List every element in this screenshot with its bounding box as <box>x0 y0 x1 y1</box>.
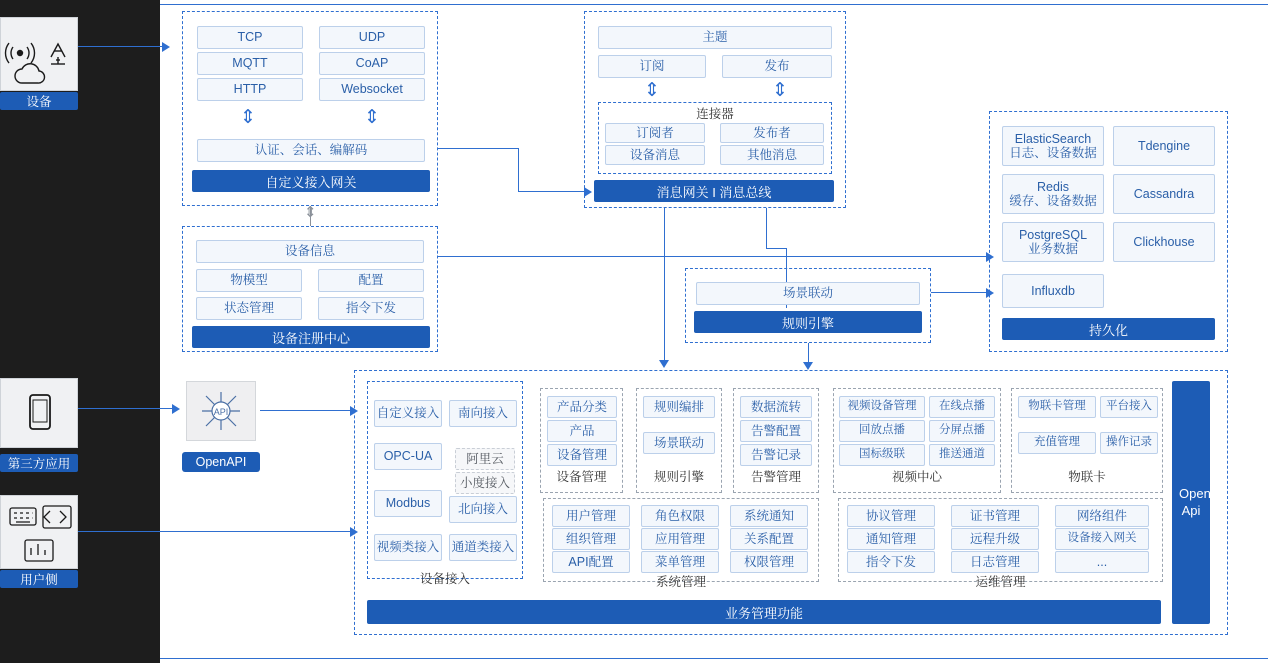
cell-permission-manage[interactable]: 权限管理 <box>730 551 808 573</box>
cell-platform-access[interactable]: 平台接入 <box>1100 396 1158 418</box>
connector-label: 连接器 <box>696 107 734 121</box>
cell-notice-manage[interactable]: 通知管理 <box>847 528 935 550</box>
caption-iot-card: 物联卡 <box>1068 470 1106 484</box>
protocol-http[interactable]: HTTP <box>197 78 303 101</box>
third-party-tile <box>0 378 78 448</box>
cell-menu-manage[interactable]: 菜单管理 <box>641 551 719 573</box>
connector-device-message[interactable]: 设备消息 <box>605 145 705 165</box>
cell-split-screen[interactable]: 分屏点播 <box>929 420 995 442</box>
device-icons <box>1 18 79 92</box>
cell-north-access[interactable]: 北向接入 <box>449 496 517 523</box>
line-userside-to-business <box>78 531 350 532</box>
connector-publisher[interactable]: 发布者 <box>720 123 824 143</box>
double-arrow-gateway-registry: ⇕ <box>304 204 317 221</box>
cell-video-device-manage[interactable]: 视频设备管理 <box>839 396 925 418</box>
cell-network-component[interactable]: 网络组件 <box>1055 505 1149 527</box>
arrow-bus-to-business <box>659 360 669 368</box>
persistence-name: Redis <box>1037 179 1069 194</box>
registry-title: 设备注册中心 <box>192 326 430 348</box>
caption-device-manage: 设备管理 <box>556 470 607 484</box>
cell-operation-record[interactable]: 操作记录 <box>1100 432 1158 454</box>
cell-command-dispatch[interactable]: 指令下发 <box>847 551 935 573</box>
line-rule-to-persistence <box>931 292 988 293</box>
line-openapi-to-business <box>260 410 350 411</box>
scene-linkage-cell[interactable]: 场景联动 <box>696 282 920 305</box>
line-registry-to-persistence <box>438 256 988 257</box>
line-device-to-gateway <box>78 46 162 47</box>
caption-ops-manage: 运维管理 <box>975 575 1026 589</box>
open-api-vertical-label: Open Api <box>1179 485 1211 518</box>
persistence-tdengine[interactable]: Tdengine <box>1113 126 1215 166</box>
persistence-cassandra[interactable]: Cassandra <box>1113 174 1215 214</box>
user-side-icons <box>1 496 79 570</box>
cell-iot-card-manage[interactable]: 物联卡管理 <box>1018 396 1096 418</box>
double-arrow-subscribe: ⇕ <box>644 80 660 101</box>
protocol-websocket[interactable]: Websocket <box>319 78 425 101</box>
persistence-desc: 业务数据 <box>1027 242 1078 256</box>
gateway-title: 自定义接入网关 <box>192 170 430 192</box>
device-label: 设备 <box>0 92 78 110</box>
top-divider <box>160 4 1268 5</box>
persistence-title: 持久化 <box>1002 318 1215 340</box>
open-api-vertical-bar <box>1172 381 1210 624</box>
line-bus-to-business <box>664 208 665 363</box>
line-bus-to-persist-h <box>766 248 786 249</box>
cell-org-manage[interactable]: 组织管理 <box>552 528 630 550</box>
caption-system-manage: 系统管理 <box>655 575 706 589</box>
cell-recharge-manage[interactable]: 充值管理 <box>1018 432 1096 454</box>
persistence-postgresql[interactable] <box>1002 222 1104 262</box>
cell-app-manage[interactable]: 应用管理 <box>641 528 719 550</box>
persistence-elasticsearch[interactable] <box>1002 126 1104 166</box>
cell-more[interactable]: ... <box>1055 551 1149 573</box>
svg-text:API: API <box>213 407 229 417</box>
mobile-icon <box>1 379 79 449</box>
double-arrow-left: ⇕ <box>240 107 256 128</box>
line-thirdparty-to-openapi <box>78 408 172 409</box>
cell-remote-upgrade[interactable]: 远程升级 <box>951 528 1039 550</box>
cell-alarm-record[interactable]: 告警记录 <box>740 444 812 466</box>
cell-relation-config[interactable]: 关系配置 <box>730 528 808 550</box>
rule-engine-title: 规则引擎 <box>694 311 922 333</box>
bottom-divider <box>160 658 1268 659</box>
cell-cert-manage[interactable]: 证书管理 <box>951 505 1039 527</box>
cell-alarm-config[interactable]: 告警配置 <box>740 420 812 442</box>
persistence-desc: 缓存、设备数据 <box>1009 194 1097 208</box>
cell-device-access-gateway[interactable]: 设备接入网关 <box>1055 528 1149 550</box>
protocol-coap[interactable]: CoAP <box>319 52 425 75</box>
cell-opcua[interactable]: OPC-UA <box>374 443 442 470</box>
line-gateway-to-bus-v <box>518 148 519 191</box>
third-party-label: 第三方应用 <box>0 454 78 472</box>
caption-rule-engine: 规则引擎 <box>653 470 704 484</box>
message-bus-title: 消息网关 I 消息总线 <box>594 180 834 202</box>
openapi-icon-tile <box>186 381 256 441</box>
persistence-desc: 日志、设备数据 <box>1009 146 1097 160</box>
cell-rule-orchestration[interactable]: 规则编排 <box>643 396 715 418</box>
cell-playback[interactable]: 回放点播 <box>839 420 925 442</box>
arrow-rule-to-business <box>803 362 813 370</box>
registry-command[interactable]: 指令下发 <box>318 297 424 320</box>
cell-protocol-manage[interactable]: 协议管理 <box>847 505 935 527</box>
cell-online-play[interactable]: 在线点播 <box>929 396 995 418</box>
cell-user-manage[interactable]: 用户管理 <box>552 505 630 527</box>
arrow-gateway-to-bus <box>584 187 592 197</box>
persistence-influxdb[interactable]: Influxdb <box>1002 274 1104 308</box>
cell-modbus[interactable]: Modbus <box>374 490 442 517</box>
business-title: 业务管理功能 <box>367 600 1161 624</box>
line-gateway-to-bus-h <box>438 148 518 149</box>
cell-south-access[interactable]: 南向接入 <box>449 400 517 427</box>
caption-video-center: 视频中心 <box>891 470 942 484</box>
cell-push-channel[interactable]: 推送通道 <box>929 444 995 466</box>
cell-data-forward[interactable]: 数据流转 <box>740 396 812 418</box>
double-arrow-right: ⇕ <box>364 107 380 128</box>
cell-aliyun[interactable]: 阿里云 <box>455 448 515 470</box>
registry-state[interactable]: 状态管理 <box>196 297 302 320</box>
publish-cell[interactable]: 发布 <box>722 55 832 78</box>
arrow-device-to-gateway <box>162 42 170 52</box>
cell-gb-cascade[interactable]: 国标级联 <box>839 444 925 466</box>
device-info-cell[interactable]: 设备信息 <box>196 240 424 263</box>
caption-alarm-manage: 告警管理 <box>750 470 801 484</box>
cell-channel-access[interactable]: 通道类接入 <box>449 534 517 561</box>
registry-config[interactable]: 配置 <box>318 269 424 292</box>
caption-device-access: 设备接入 <box>419 572 470 586</box>
persistence-redis[interactable] <box>1002 174 1104 214</box>
cell-api-config[interactable]: API配置 <box>552 551 630 573</box>
persistence-name: ElasticSearch <box>1014 131 1092 146</box>
topic-cell[interactable]: 主题 <box>598 26 832 49</box>
device-tile <box>0 17 78 91</box>
cell-device-manage[interactable]: 设备管理 <box>547 444 617 466</box>
cell-scene-linkage[interactable]: 场景联动 <box>643 432 715 454</box>
cell-log-manage[interactable]: 日志管理 <box>951 551 1039 573</box>
connector-subscriber[interactable]: 订阅者 <box>605 123 705 143</box>
openapi-badge[interactable]: OpenAPI <box>182 452 260 472</box>
persistence-clickhouse[interactable]: Clickhouse <box>1113 222 1215 262</box>
line-bus-to-persist-v <box>766 208 767 248</box>
cell-role-permission[interactable]: 角色权限 <box>641 505 719 527</box>
arrow-thirdparty-to-openapi <box>172 404 180 414</box>
persistence-name: PostgreSQL <box>1018 227 1088 242</box>
subscribe-cell[interactable]: 订阅 <box>598 55 706 78</box>
cell-video-access[interactable]: 视频类接入 <box>374 534 442 561</box>
protocol-tcp[interactable]: TCP <box>197 26 303 49</box>
protocol-udp[interactable]: UDP <box>319 26 425 49</box>
user-side-label: 用户侧 <box>0 570 78 588</box>
protocol-mqtt[interactable]: MQTT <box>197 52 303 75</box>
cell-custom-access[interactable]: 自定义接入 <box>374 400 442 427</box>
cell-xiaodu-access[interactable]: 小度接入 <box>455 472 515 494</box>
cell-system-notice[interactable]: 系统通知 <box>730 505 808 527</box>
connector-other-message[interactable]: 其他消息 <box>720 145 824 165</box>
registry-thing-model[interactable]: 物模型 <box>196 269 302 292</box>
line-gateway-to-bus-h2 <box>518 191 588 192</box>
user-side-tile <box>0 495 78 569</box>
cell-product-category[interactable]: 产品分类 <box>547 396 617 418</box>
api-icon <box>198 388 244 434</box>
double-arrow-publish: ⇕ <box>772 80 788 101</box>
auth-codec-cell[interactable]: 认证、会话、编解码 <box>197 139 425 162</box>
cell-product[interactable]: 产品 <box>547 420 617 442</box>
